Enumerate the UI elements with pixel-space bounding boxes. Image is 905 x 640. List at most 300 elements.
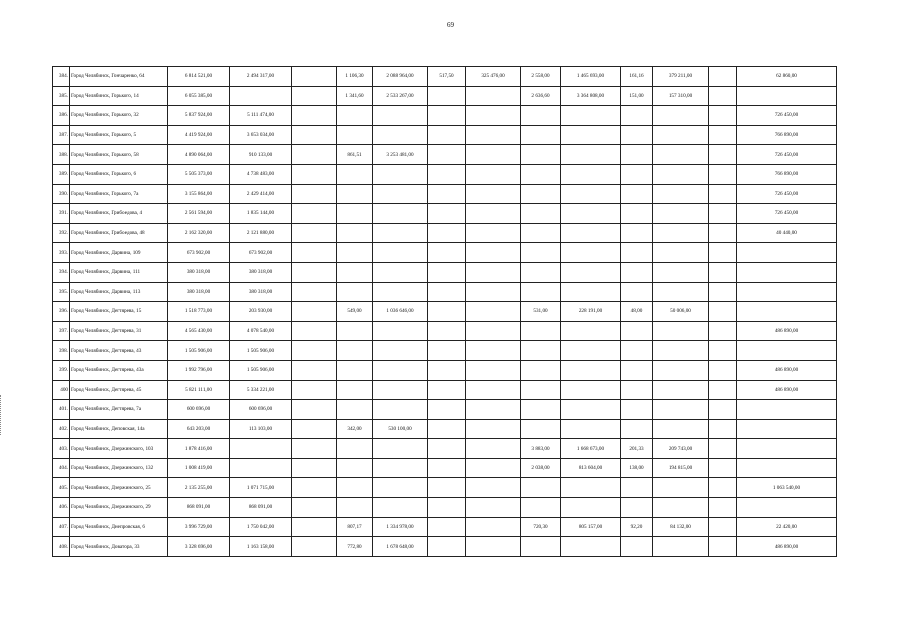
system-cost-cell: 3 364 808,00 [561,86,621,106]
system-area-cell [521,400,561,420]
system-cost-cell [561,419,621,439]
table-row [53,184,837,204]
system-area-cell [521,204,561,224]
table-row [53,400,837,420]
roof-cost-cell: 2 121 880,00 [230,223,292,243]
address-cell: Город Челябинск, Дарвина, 111 [70,262,168,282]
total-cost-cell: 643 203,00 [168,419,230,439]
basement-area-cell [428,262,466,282]
foundation-area-cell [621,243,653,263]
elevator-cost-cell: 726 450,00 [737,184,837,204]
facade-cost-cell [373,184,428,204]
total-cost-cell: 1 518 773,00 [168,302,230,322]
foundation-area-cell [621,282,653,302]
table-row [53,67,837,87]
system-cost-cell [561,145,621,165]
register-table [52,66,837,557]
facade-cost-cell [373,498,428,518]
table-row [53,86,837,106]
foundation-cost-cell [653,223,709,243]
facade-area-cell: 1 341,60 [337,86,373,106]
facade-area-cell [337,164,373,184]
empty-cell [709,223,737,243]
empty-cell [292,517,337,537]
facade-cost-cell [373,341,428,361]
basement-cost-cell [466,380,521,400]
empty-cell [709,184,737,204]
basement-area-cell [428,400,466,420]
row-number: 389. [53,164,70,184]
basement-area-cell [428,478,466,498]
empty-cell [709,321,737,341]
empty-cell [292,498,337,518]
foundation-area-cell: 48,00 [621,302,653,322]
foundation-cost-cell [653,125,709,145]
roof-cost-cell: 4 078 540,00 [230,321,292,341]
facade-cost-cell [373,106,428,126]
system-cost-cell [561,243,621,263]
facade-area-cell [337,400,373,420]
facade-area-cell: 1 106,30 [337,67,373,87]
table-row [53,478,837,498]
foundation-cost-cell [653,164,709,184]
empty-cell [292,419,337,439]
address-cell: Город Челябинск, Горького, 32 [70,106,168,126]
empty-cell [709,439,737,459]
roof-cost-cell: 1 071 715,00 [230,478,292,498]
system-area-cell [521,223,561,243]
table-row [53,498,837,518]
row-number: 394. [53,262,70,282]
table-row [53,145,837,165]
system-cost-cell [561,223,621,243]
empty-cell [292,360,337,380]
elevator-cost-cell: 22 420,00 [737,517,837,537]
system-cost-cell: 1 668 673,00 [561,439,621,459]
basement-area-cell [428,458,466,478]
total-cost-cell: 1 878 416,00 [168,439,230,459]
foundation-cost-cell [653,360,709,380]
roof-cost-cell: 2 429 414,00 [230,184,292,204]
empty-cell [292,67,337,87]
empty-cell [709,360,737,380]
basement-cost-cell [466,400,521,420]
system-area-cell [521,184,561,204]
foundation-area-cell [621,164,653,184]
system-cost-cell [561,282,621,302]
basement-cost-cell [466,125,521,145]
empty-cell [709,86,737,106]
address-cell: Город Челябинск, Дегтярева, 43а [70,360,168,380]
empty-cell [709,380,737,400]
address-cell: Город Челябинск, Грибоедова, 48 [70,223,168,243]
elevator-cost-cell: 726 450,00 [737,204,837,224]
total-cost-cell: 1 008 419,00 [168,458,230,478]
total-cost-cell: 5 505 373,00 [168,164,230,184]
empty-cell [292,537,337,557]
row-number: 395. [53,282,70,302]
total-cost-cell: 2 561 594,00 [168,204,230,224]
system-area-cell [521,321,561,341]
empty-cell [709,164,737,184]
basement-cost-cell [466,282,521,302]
row-number: 399. [53,360,70,380]
system-area-cell [521,360,561,380]
table-row [53,439,837,459]
system-cost-cell [561,478,621,498]
basement-area-cell [428,243,466,263]
row-number: 398. [53,341,70,361]
page-number: 69 [447,21,454,29]
system-area-cell [521,419,561,439]
foundation-area-cell [621,537,653,557]
table-row [53,341,837,361]
roof-cost-cell: 380 318,00 [230,282,292,302]
facade-cost-cell [373,321,428,341]
basement-area-cell [428,439,466,459]
foundation-cost-cell [653,262,709,282]
system-area-cell [521,106,561,126]
address-cell: Город Челябинск, Дарвина, 113 [70,282,168,302]
foundation-area-cell [621,400,653,420]
elevator-cost-cell [737,498,837,518]
elevator-cost-cell: 766 890,00 [737,164,837,184]
basement-area-cell [428,419,466,439]
total-cost-cell: 5 837 924,00 [168,106,230,126]
elevator-cost-cell: 726 450,00 [737,145,837,165]
roof-cost-cell: 4 738 483,00 [230,164,292,184]
basement-cost-cell [466,262,521,282]
elevator-cost-cell [737,262,837,282]
basement-area-cell [428,537,466,557]
basement-area-cell [428,517,466,537]
elevator-cost-cell [737,341,837,361]
facade-cost-cell [373,125,428,145]
facade-cost-cell: 1 678 648,00 [373,537,428,557]
facade-area-cell: 807,17 [337,517,373,537]
basement-area-cell [428,223,466,243]
roof-cost-cell [230,458,292,478]
empty-cell [292,478,337,498]
roof-cost-cell: 380 318,00 [230,262,292,282]
scan-margin-mark [0,395,2,435]
empty-cell [292,223,337,243]
foundation-cost-cell: 209 743,00 [653,439,709,459]
foundation-cost-cell: 84 132,00 [653,517,709,537]
row-number: 396. [53,302,70,322]
empty-cell [709,67,737,87]
row-number: 391. [53,204,70,224]
facade-cost-cell [373,223,428,243]
system-area-cell [521,282,561,302]
elevator-cost-cell [737,439,837,459]
table-row [53,262,837,282]
roof-cost-cell: 5 334 221,00 [230,380,292,400]
foundation-area-cell: 161,16 [621,67,653,87]
basement-cost-cell [466,341,521,361]
address-cell: Город Челябинск, Дзержинского, 25 [70,478,168,498]
empty-cell [709,243,737,263]
foundation-area-cell [621,262,653,282]
empty-cell [709,458,737,478]
facade-cost-cell [373,360,428,380]
basement-cost-cell [466,537,521,557]
basement-area-cell [428,125,466,145]
empty-cell [292,458,337,478]
system-cost-cell [561,400,621,420]
system-area-cell [521,145,561,165]
foundation-area-cell [621,419,653,439]
foundation-cost-cell [653,106,709,126]
empty-cell [709,262,737,282]
facade-area-cell [337,262,373,282]
foundation-area-cell [621,204,653,224]
facade-cost-cell [373,164,428,184]
facade-area-cell: 772,80 [337,537,373,557]
elevator-cost-cell: 486 890,00 [737,321,837,341]
total-cost-cell: 1 505 906,00 [168,341,230,361]
facade-cost-cell [373,439,428,459]
roof-cost-cell: 5 111 474,00 [230,106,292,126]
total-cost-cell: 3 996 729,00 [168,517,230,537]
row-number: 405. [53,478,70,498]
total-cost-cell: 2 135 255,00 [168,478,230,498]
foundation-area-cell [621,341,653,361]
total-cost-cell: 3 328 696,00 [168,537,230,557]
table-row [53,517,837,537]
empty-cell [709,517,737,537]
facade-cost-cell: 2 533 267,00 [373,86,428,106]
basement-area-cell [428,498,466,518]
foundation-cost-cell: 50 006,00 [653,302,709,322]
foundation-cost-cell [653,341,709,361]
system-area-cell: 2 558,00 [521,67,561,87]
system-area-cell [521,341,561,361]
row-number: 387. [53,125,70,145]
address-cell: Город Челябинск, Дегтярева, 15 [70,302,168,322]
table-row [53,419,837,439]
address-cell: Город Челябинск, Дегтярева, 7а [70,400,168,420]
facade-cost-cell [373,262,428,282]
basement-area-cell [428,380,466,400]
total-cost-cell: 2 162 320,00 [168,223,230,243]
system-cost-cell: 805 157,00 [561,517,621,537]
facade-cost-cell [373,478,428,498]
table-row [53,458,837,478]
foundation-area-cell [621,223,653,243]
system-cost-cell [561,184,621,204]
total-cost-cell: 1 992 796,00 [168,360,230,380]
roof-cost-cell: 600 696,00 [230,400,292,420]
address-cell: Город Челябинск, Днепровская, 6 [70,517,168,537]
facade-cost-cell: 2 088 964,00 [373,67,428,87]
roof-cost-cell [230,86,292,106]
foundation-area-cell [621,106,653,126]
total-cost-cell: 4 890 064,00 [168,145,230,165]
basement-area-cell [428,164,466,184]
basement-area-cell [428,184,466,204]
table-row [53,164,837,184]
basement-cost-cell [466,243,521,263]
empty-cell [292,106,337,126]
elevator-cost-cell [737,302,837,322]
table-row [53,125,837,145]
facade-cost-cell: 1 036 646,00 [373,302,428,322]
facade-area-cell [337,184,373,204]
system-cost-cell [561,106,621,126]
foundation-area-cell [621,184,653,204]
empty-cell [709,145,737,165]
foundation-cost-cell [653,537,709,557]
total-cost-cell: 868 091,00 [168,498,230,518]
roof-cost-cell: 1 835 144,00 [230,204,292,224]
basement-cost-cell [466,517,521,537]
facade-area-cell [337,204,373,224]
basement-area-cell [428,302,466,322]
basement-cost-cell [466,458,521,478]
system-area-cell [521,262,561,282]
table-row [53,243,837,263]
basement-area-cell [428,341,466,361]
basement-area-cell [428,106,466,126]
basement-area-cell [428,360,466,380]
roof-cost-cell: 1 505 906,00 [230,341,292,361]
basement-cost-cell [466,439,521,459]
elevator-cost-cell: 766 890,00 [737,125,837,145]
basement-cost-cell [466,360,521,380]
basement-cost-cell [466,184,521,204]
roof-cost-cell: 2 494 317,00 [230,67,292,87]
empty-cell [709,419,737,439]
row-number: 390. [53,184,70,204]
facade-area-cell [337,321,373,341]
foundation-cost-cell [653,282,709,302]
row-number: 402. [53,419,70,439]
empty-cell [292,302,337,322]
system-area-cell [521,164,561,184]
facade-cost-cell [373,400,428,420]
foundation-area-cell: 92,20 [621,517,653,537]
table-row [53,321,837,341]
foundation-cost-cell: 379 211,00 [653,67,709,87]
system-cost-cell [561,537,621,557]
row-number: 408. [53,537,70,557]
row-number: 386. [53,106,70,126]
foundation-cost-cell [653,498,709,518]
empty-cell [709,537,737,557]
facade-cost-cell [373,380,428,400]
system-area-cell: 720,30 [521,517,561,537]
address-cell: Город Челябинск, Горького, 14 [70,86,168,106]
row-number: 393. [53,243,70,263]
foundation-area-cell: 201,33 [621,439,653,459]
row-number: 397. [53,321,70,341]
system-area-cell: 2 636,60 [521,86,561,106]
address-cell: Город Челябинск, Грибоедова, 4 [70,204,168,224]
empty-cell [292,341,337,361]
empty-cell [292,321,337,341]
foundation-cost-cell [653,243,709,263]
row-number: 401. [53,400,70,420]
address-cell: Город Челябинск, Горького, 7а [70,184,168,204]
facade-area-cell: 861,51 [337,145,373,165]
elevator-cost-cell [737,400,837,420]
total-cost-cell: 6 814 521,00 [168,67,230,87]
system-cost-cell [561,204,621,224]
address-cell: Город Челябинск, Доватора, 33 [70,537,168,557]
empty-cell [292,184,337,204]
system-cost-cell: 1 465 693,00 [561,67,621,87]
empty-cell [292,243,337,263]
table-row [53,204,837,224]
table-body [53,67,837,557]
facade-cost-cell [373,243,428,263]
facade-area-cell: 342,00 [337,419,373,439]
basement-cost-cell [466,478,521,498]
roof-cost-cell: 1 505 906,00 [230,360,292,380]
foundation-area-cell: 138,00 [621,458,653,478]
roof-cost-cell: 868 091,00 [230,498,292,518]
empty-cell [292,86,337,106]
facade-cost-cell [373,458,428,478]
basement-cost-cell [466,145,521,165]
empty-cell [292,282,337,302]
elevator-cost-cell [737,458,837,478]
total-cost-cell: 3 155 864,00 [168,184,230,204]
system-area-cell: 2 038,00 [521,458,561,478]
basement-cost-cell [466,223,521,243]
table-row [53,282,837,302]
system-area-cell [521,498,561,518]
address-cell: Город Челябинск, Дзержинского, 132 [70,458,168,478]
roof-cost-cell: 203 930,00 [230,302,292,322]
address-cell: Город Челябинск, Гончаренко, 64 [70,67,168,87]
system-area-cell [521,478,561,498]
basement-area-cell [428,145,466,165]
system-cost-cell: 813 604,00 [561,458,621,478]
row-number: 385. [53,86,70,106]
empty-cell [709,341,737,361]
empty-cell [292,400,337,420]
empty-cell [709,106,737,126]
system-cost-cell [561,164,621,184]
foundation-cost-cell [653,321,709,341]
row-number: 400 [53,380,70,400]
foundation-cost-cell [653,478,709,498]
elevator-cost-cell: 1 063 540,00 [737,478,837,498]
roof-cost-cell: 673 902,00 [230,243,292,263]
system-area-cell [521,243,561,263]
basement-cost-cell [466,164,521,184]
empty-cell [709,302,737,322]
facade-area-cell [337,360,373,380]
system-area-cell: 3 883,00 [521,439,561,459]
basement-area-cell: 517,50 [428,67,466,87]
row-number: 403. [53,439,70,459]
empty-cell [292,204,337,224]
basement-cost-cell [466,106,521,126]
elevator-cost-cell [737,86,837,106]
empty-cell [292,262,337,282]
total-cost-cell: 4 419 924,00 [168,125,230,145]
system-cost-cell [561,498,621,518]
foundation-cost-cell [653,419,709,439]
basement-cost-cell [466,204,521,224]
facade-area-cell [337,125,373,145]
system-area-cell [521,380,561,400]
foundation-cost-cell [653,400,709,420]
address-cell: Город Челябинск, Дзержинского, 29 [70,498,168,518]
